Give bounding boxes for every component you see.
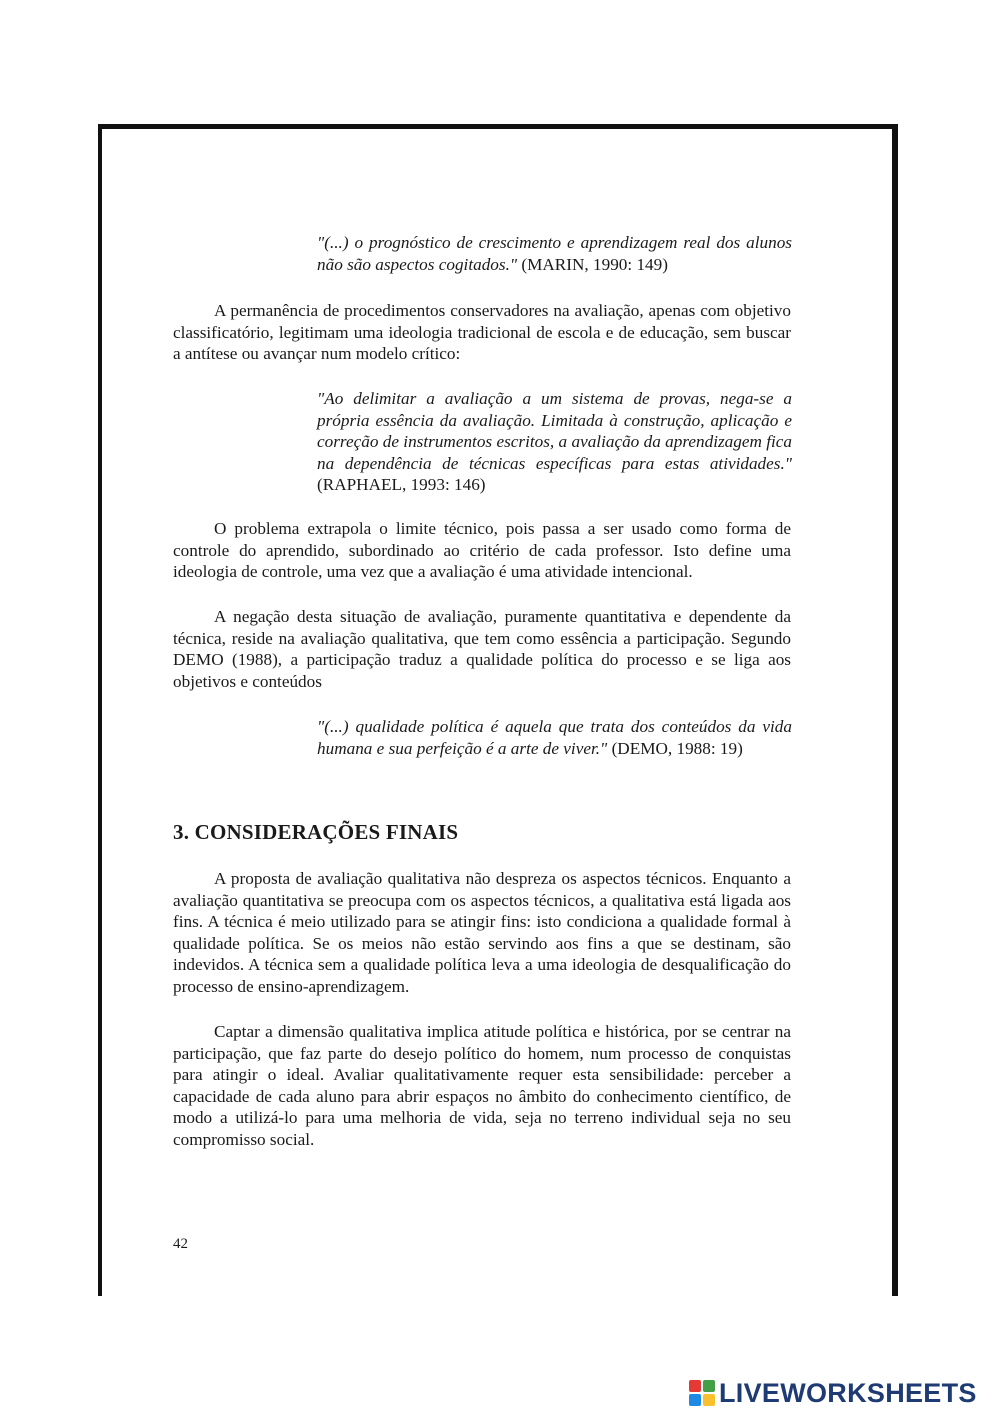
page-frame-top-border (98, 124, 897, 129)
quote-citation: (RAPHAEL, 1993: 146) (317, 475, 486, 494)
quote-citation: (DEMO, 1988: 19) (607, 738, 743, 758)
liveworksheets-logo-icon (689, 1380, 715, 1406)
liveworksheets-logo (689, 1376, 977, 1410)
block-quote-marin (317, 232, 792, 275)
block-quote-demo (317, 716, 792, 759)
quote-text: "Ao delimitar a avaliação a um sistema de provas, nega-se a própria essência da avaliação. Limitada à construção, aplicação e correção de instrumentos escritos, a avaliação da aprendizagem fica na dependência de técnicas específicas para estas atividades." (317, 389, 792, 473)
page-frame-right-border (892, 124, 898, 1296)
body-paragraph: O problema extrapola o limite técnico, pois passa a ser usado como forma de controle do aprendido, subordinado ao critério de cada professor. Isto define uma ideologia de controle, uma vez que a avaliação é uma atividade intencional. (173, 519, 791, 581)
brand-name: LIVEWORKSHEETS (719, 1377, 977, 1408)
body-paragraph: A permanência de procedimentos conservadores na avaliação, apenas com objetivo classificatório, legitimam uma ideologia tradicional de escola e de educação, sem buscar a antítese ou avançar num modelo crítico: (173, 301, 791, 363)
page-number: 42 (173, 1236, 188, 1252)
quote-text: "(...) qualidade política é aquela que trata dos conteúdos da vida humana e sua perfeição é a arte de viver." (317, 717, 792, 758)
quote-text: "(...) o prognóstico de crescimento e aprendizagem real dos alunos não são aspectos cogitados." (317, 233, 792, 274)
body-paragraph: A proposta de avaliação qualitativa não despreza os aspectos técnicos. Enquanto a avaliação quantitativa se preocupa com os aspectos técnicos, a qualitativa está ligada aos fins. A técnica é meio utilizado para se atingir fins: isto condiciona a qualidade formal à qualidade política. Se os meios não estão servindo aos fins a que se destinam, são indevidos. A técnica sem a qualidade política leva a uma ideologia de desqualificação do processo de ensino-aprendizagem. (173, 869, 791, 996)
body-paragraph: A negação desta situação de avaliação, puramente quantitativa e dependente da técnica, reside na avaliação qualitativa, que tem como essência a participação. Segundo DEMO (1988), a participação traduz a qualidade política do processo e se liga aos objetivos e conteúdos (173, 607, 791, 691)
section-heading: 3. CONSIDERAÇÕES FINAIS (173, 820, 459, 844)
quote-citation: (MARIN, 1990: 149) (517, 254, 668, 274)
body-paragraph: Captar a dimensão qualitativa implica atitude política e histórica, por se centrar na participação, que faz parte do desejo político do homem, num processo de conquistas para atingir o ideal. Avaliar qualitativamente requer esta sensibilidade: perceber a capacidade de cada aluno para abrir espaços no âmbito do conhecimento científico, de modo a utilizá-lo para uma melhoria de vida, seja no terreno individual seja no seu compromisso social. (173, 1022, 791, 1149)
page-frame-left-border (98, 124, 102, 1296)
block-quote-raphael (317, 388, 792, 496)
